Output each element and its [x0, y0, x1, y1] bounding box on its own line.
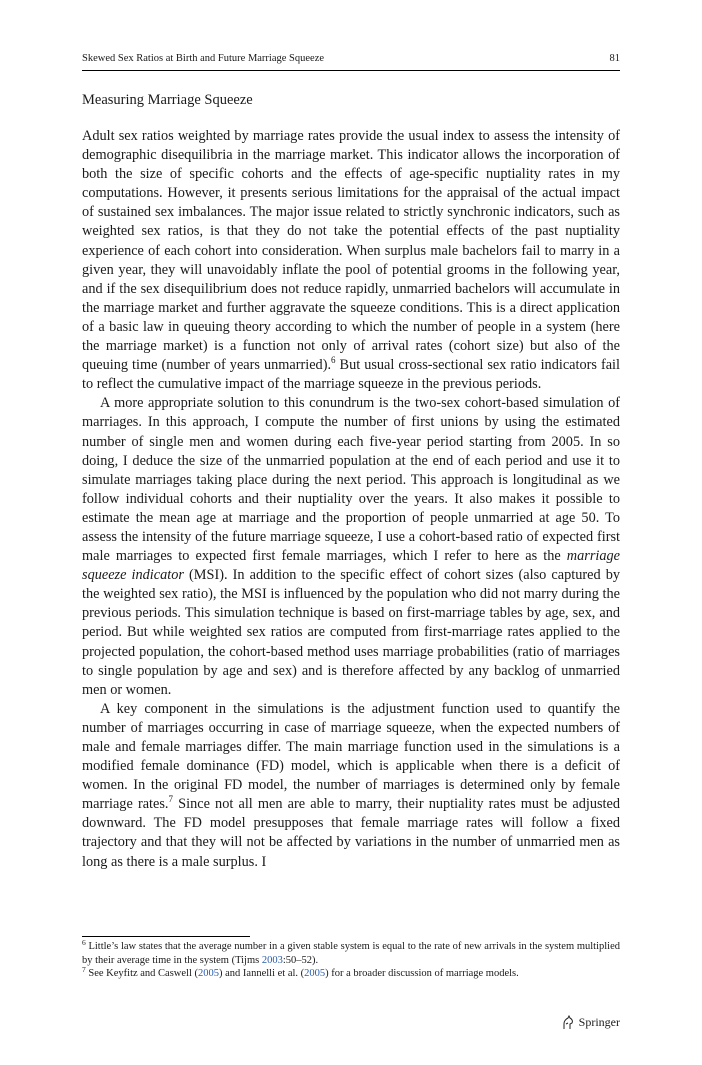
header-divider [82, 70, 620, 71]
footnote-7: $^7$ See Keyfitz and Caswell (2005) and Iannelli et al. (2005) for a broader discussion of marriage models. [82, 965, 519, 980]
paragraph-3: A key component in the simulations is the adjustment function used to quantify the number of marriages occurring in case of marriage squeeze, when the expected numbers of male and female marriages differ. The main marriage function used in the simulations is a modified female dominance (FD) model, which is applicable when there is a deficit of women. In the original FD model, the number of marriages is determined only by female marriage rates.$^7$ Since not all men are able to marry, their nuptiality rates must be adjusted downward. The FD model presupposes that female marriage rates will follow a fixed trajectory and that they will not be affected by variations in the number of unmarried men as long as there is a male surplus. I [82, 700, 621, 870]
publisher-logo [561, 1014, 620, 1030]
footnote-ref-7[interactable]: 7 [168, 794, 174, 805]
body-text [82, 127, 620, 872]
footnote-mark-7: 7 [82, 965, 86, 975]
section-heading: Measuring Marriage Squeeze [82, 92, 253, 108]
footnote-divider [82, 936, 250, 937]
paragraph-1: Adult sex ratios weighted by marriage rates provide the usual index to assess the intensity of demographic disequilibria in the marriage market. This indicator allows the incorporation of both the size of specific cohorts and the effects of age-specific nuptiality rates in my computations. However, it presents serious limitations for the appraisal of the actual impact of sustained sex imbalances. The major issue related to strictly synchronic indicators, such as weighted sex ratios, is that they do not take the potential effects of the past nuptiality experience of each cohort into consideration. When surplus male bachelors fail to marry in a given year, they will unavoidably inflate the pool of potential grooms in the following year, and if the sex disequilibrium does not reduce rapidly, unmarried bachelors will accumulate in the marriage market and further aggravate the squeeze conditions. This is a direct application of a basic law in queuing theory according to which the number of people in a system (here the marriage market) is a function not only of arrival rates (cohort size) but also of the queuing time (number of years unmarried).$^6$ But usual cross-sectional sex ratio indicators fail to reflect the cumulative impact of the marriage squeeze in the previous periods. [82, 128, 620, 393]
citation-link-iannelli-2005[interactable]: 2005 [304, 968, 326, 980]
msi-term: marriage squeeze indicator [82, 548, 620, 584]
footnote-ref-6[interactable]: 6 [331, 355, 336, 366]
running-head-title: Skewed Sex Ratios at Birth and Future Marriage Squeeze [82, 53, 325, 64]
footnote-6: $^6$ Little’s law states that the average number in a given stable system is equal to the rate of new arrivals in the system multiplied by their average time in the system (Tijms 2003:50–52). [82, 938, 620, 966]
publisher-name: Springer [578, 1015, 620, 1029]
citation-link-keyfitz-2005[interactable]: 2005 [198, 968, 220, 980]
footnote-mark-6: 6 [82, 938, 86, 947]
citation-link-tijms-2003[interactable]: 2003 [261, 954, 283, 966]
paragraph-2: A more appropriate solution to this conundrum is the two-sex cohort-based simulation of marriages. In this approach, I compute the number of first unions by using the estimated number of single men and women during each five-year period starting from 2005. In so doing, I deduce the size of the unmarried population at the end of each period and use it to simulate marriages taking place during the next period. This approach is longitudinal as we follow individual cohorts and their nuptiality over the years. It also makes it possible to estimate the mean age at marriage and the proportion of people unmarried at age 50. To assess the intensity of the future marriage squeeze, I use a cohort-based ratio of expected first male marriages to expected first female marriages, which I refer to here as the marriage squeeze indicator (MSI). In addition to the specific effect of cohort sizes (also captured by the weighted sex ratio), the MSI is influenced by the population who did not marry during the previous periods. This simulation technique is based on first-marriage tables by age, sex, and period. But while weighted sex ratios are computed from first-marriage rates applied to the projected population, the cohort-based method uses marriage probabilities (ratio of marriages to single population by age and sex) and is therefore affected by any backlog of unmarried men or women. [82, 395, 620, 698]
footnotes [82, 940, 620, 981]
springer-horse-icon [561, 1015, 575, 1030]
page-number: 81 [609, 53, 620, 64]
